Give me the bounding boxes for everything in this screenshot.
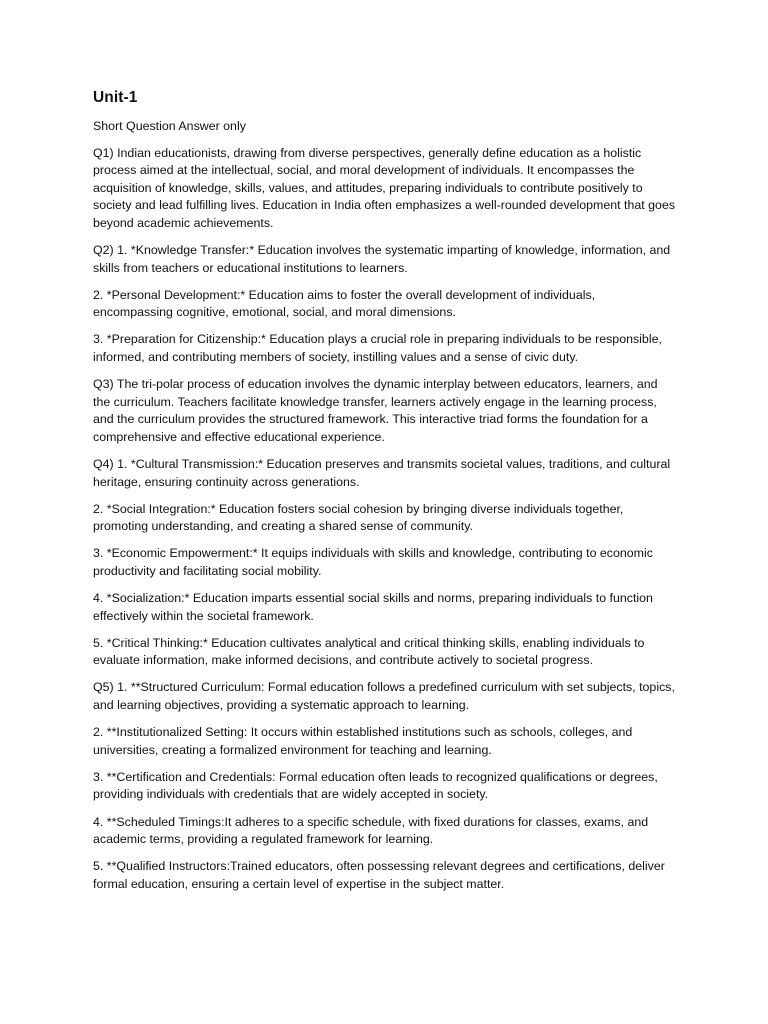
paragraph-q3: Q3) The tri-polar process of education involves the dynamic interplay between educators, learners, and the curriculum. Teachers facilitate knowledge transfer, learners actively engage in the learning process, and the curriculum provides the structured framework. This interactive triad forms the foundation for a comprehensive and effective educational experience. <box>93 377 658 444</box>
paragraph-q2-3: 3. *Preparation for Citizenship:* Education plays a crucial role in preparing individuals to be responsible, informed, and contributing members of society, instilling values and a sense of civic duty. <box>93 332 662 365</box>
paragraph-q4-1: Q4) 1. *Cultural Transmission:* Education preserves and transmits societal values, traditions, and cultural heritage, ensuring continuity across generations. <box>93 457 671 489</box>
paragraph-q5-3: 3. **Certification and Credentials: Formal education often leads to recognized qualifications or degrees, providing individuals with credentials that are widely accepted in society. <box>93 769 658 802</box>
paragraph-q4-2: 2. *Social Integration:* Education fosters social cohesion by bringing diverse individuals together, promoting understanding, and creating a shared sense of community. <box>93 501 624 534</box>
paragraph-q4-5: 5. *Critical Thinking:* Education cultivates analytical and critical thinking skills, enabling individuals to evaluate information, make informed decisions, and contribute actively to societal progress. <box>93 635 645 668</box>
document-subtitle: Short Question Answer only <box>93 119 246 133</box>
paragraph-q5-4: 4. **Scheduled Timings:It adheres to a specific schedule, with fixed durations for classes, exams, and academic terms, providing a regulated framework for learning. <box>93 814 649 847</box>
document-page <box>93 88 678 903</box>
paragraph-q1: Q1) Indian educationists, drawing from diverse perspectives, generally define education as a holistic process aimed at the intellectual, social, and moral development of individuals. It encompasses the acquisition of knowledge, skills, values, and attitudes, preparing individuals to contribute positively to society and lead fulfilling lives. Education in India often emphasizes a well-rounded development that goes beyond academic achievements. <box>93 145 676 230</box>
paragraph-q5-5: 5. **Qualified Instructors:Trained educators, often possessing relevant degrees and certifications, deliver formal education, ensuring a certain level of expertise in the subject matter. <box>93 859 665 891</box>
paragraph-q5-2: 2. **Institutionalized Setting: It occurs within established institutions such as schools, colleges, and universities, creating a formalized environment for teaching and learning. <box>93 725 633 757</box>
document-title: Unit-1 <box>93 89 138 106</box>
paragraph-q5-1: Q5) 1. **Structured Curriculum: Formal education follows a predefined curriculum with set subjects, topics, and learning objectives, providing a systematic approach to learning. <box>93 680 675 713</box>
paragraph-q4-4: 4. *Socialization:* Education imparts essential social skills and norms, preparing individuals to function effectively within the societal framework. <box>93 591 653 623</box>
paragraph-q2-2: 2. *Personal Development:* Education aims to foster the overall development of individuals, encompassing cognitive, emotional, social, and moral dimensions. <box>93 287 596 320</box>
paragraph-q2-1: Q2) 1. *Knowledge Transfer:* Education involves the systematic imparting of knowledge, information, and skills from teachers or educational institutions to learners. <box>93 243 671 275</box>
paragraph-q4-3: 3. *Economic Empowerment:* It equips individuals with skills and knowledge, contributing to economic productivity and facilitating social mobility. <box>93 546 653 578</box>
